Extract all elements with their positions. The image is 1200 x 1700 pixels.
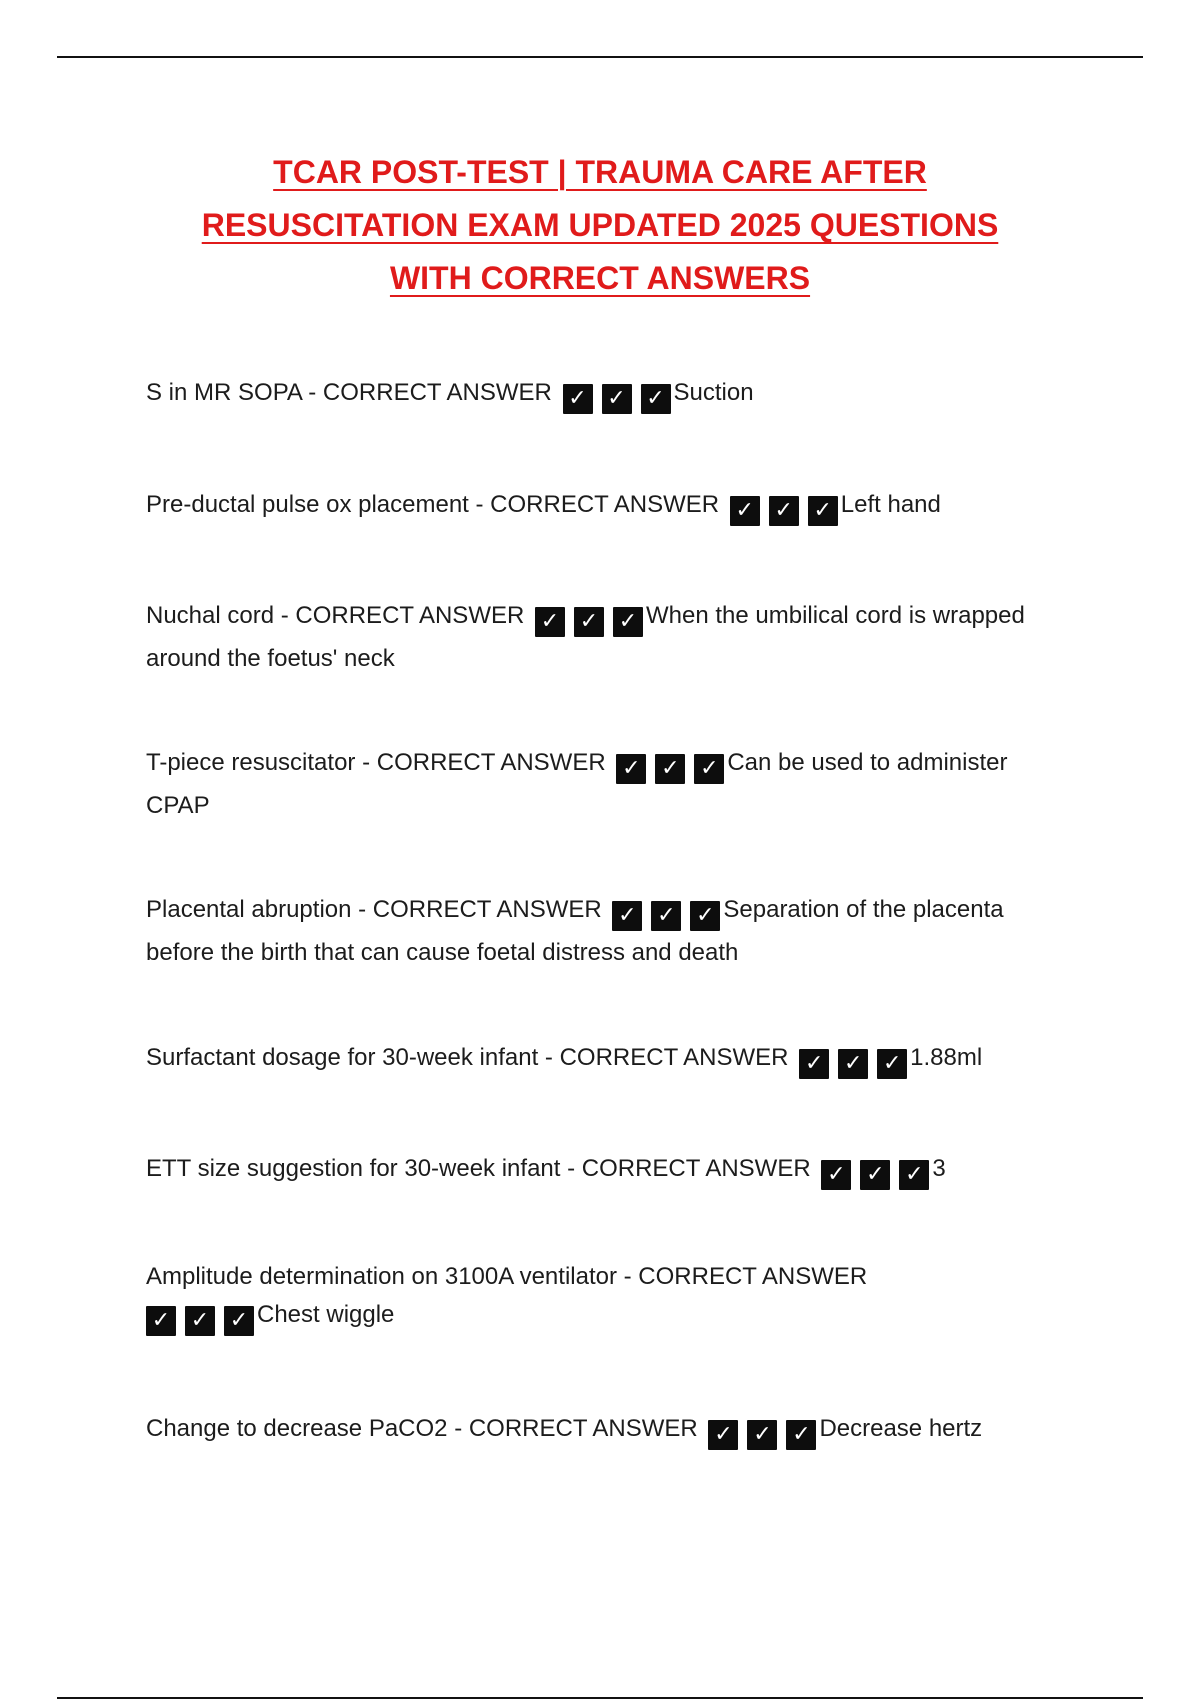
answer-text: 3 xyxy=(932,1155,946,1182)
title-line: TCAR POST-TEST | TRAUMA CARE AFTER xyxy=(273,154,927,190)
question-text: Nuchal cord - CORRECT ANSWER xyxy=(146,602,525,629)
question-text: Placental abruption - CORRECT ANSWER xyxy=(146,896,602,923)
title-line: WITH CORRECT ANSWERS xyxy=(389,260,811,296)
question-text: Amplitude determination on 3100A ventilator - CORRECT ANSWER xyxy=(146,1263,868,1290)
check-group xyxy=(563,379,674,417)
check-box-icon: ✓ xyxy=(838,1049,868,1079)
answer-text: Separation of the placenta before the birth that can cause foetal distress and death xyxy=(146,896,1004,966)
check-box-icon: ✓ xyxy=(613,607,643,637)
top-divider xyxy=(57,56,1143,58)
qa-item xyxy=(146,1039,1046,1082)
check-box-icon: ✓ xyxy=(563,384,593,414)
check-box-icon: ✓ xyxy=(694,754,724,784)
answer-text: 1.88ml xyxy=(910,1044,983,1071)
title-line: RESUSCITATION EXAM UPDATED 2025 QUESTIONS xyxy=(201,207,999,243)
check-box-icon: ✓ xyxy=(146,1306,176,1336)
check-box-icon: ✓ xyxy=(860,1160,890,1190)
check-group xyxy=(730,491,841,529)
check-box-icon: ✓ xyxy=(574,607,604,637)
check-box-icon: ✓ xyxy=(655,754,685,784)
check-box-icon: ✓ xyxy=(786,1420,816,1450)
check-group xyxy=(821,1155,932,1193)
check-box-icon: ✓ xyxy=(602,384,632,414)
answer-text: When the umbilical cord is wrapped around the foetus' neck xyxy=(146,602,1025,672)
check-box-icon: ✓ xyxy=(747,1420,777,1450)
check-group xyxy=(146,1301,257,1339)
check-box-icon: ✓ xyxy=(899,1160,929,1190)
question-text: S in MR SOPA - CORRECT ANSWER xyxy=(146,379,552,406)
check-group xyxy=(612,896,723,934)
check-box-icon: ✓ xyxy=(641,384,671,414)
qa-item xyxy=(146,744,1046,825)
check-box-icon: ✓ xyxy=(769,496,799,526)
question-text: Pre-ductal pulse ox placement - CORRECT ANSWER xyxy=(146,491,720,518)
question-text: Surfactant dosage for 30-week infant - CORRECT ANSWER xyxy=(146,1044,789,1071)
question-text: Change to decrease PaCO2 - CORRECT ANSWER xyxy=(146,1415,698,1442)
check-box-icon: ✓ xyxy=(616,754,646,784)
check-box-icon: ✓ xyxy=(808,496,838,526)
check-box-icon: ✓ xyxy=(612,901,642,931)
question-text: ETT size suggestion for 30-week infant - CORRECT ANSWER xyxy=(146,1155,811,1182)
document-title xyxy=(120,146,1080,305)
qa-item xyxy=(146,597,1046,678)
answer-text: Can be used to administer CPAP xyxy=(146,749,1008,819)
qa-item xyxy=(146,1258,1046,1339)
check-group xyxy=(708,1415,819,1453)
qa-item xyxy=(146,486,1046,529)
check-box-icon: ✓ xyxy=(690,901,720,931)
qa-item xyxy=(146,891,1046,972)
check-group xyxy=(535,602,646,640)
qa-item xyxy=(146,1410,1046,1453)
check-box-icon: ✓ xyxy=(799,1049,829,1079)
check-box-icon: ✓ xyxy=(535,607,565,637)
check-box-icon: ✓ xyxy=(821,1160,851,1190)
check-box-icon: ✓ xyxy=(185,1306,215,1336)
check-box-icon: ✓ xyxy=(877,1049,907,1079)
qa-item xyxy=(146,374,1046,417)
bottom-divider xyxy=(57,1697,1143,1699)
check-group xyxy=(799,1044,910,1082)
answer-text: Suction xyxy=(673,379,754,406)
question-text: T-piece resuscitator - CORRECT ANSWER xyxy=(146,749,606,776)
answer-text: Chest wiggle xyxy=(257,1301,395,1328)
check-box-icon: ✓ xyxy=(708,1420,738,1450)
check-box-icon: ✓ xyxy=(224,1306,254,1336)
check-box-icon: ✓ xyxy=(651,901,681,931)
check-group xyxy=(616,749,727,787)
answer-text: Decrease hertz xyxy=(819,1415,983,1442)
answer-text: Left hand xyxy=(840,491,941,518)
qa-item xyxy=(146,1150,1046,1193)
check-box-icon: ✓ xyxy=(730,496,760,526)
